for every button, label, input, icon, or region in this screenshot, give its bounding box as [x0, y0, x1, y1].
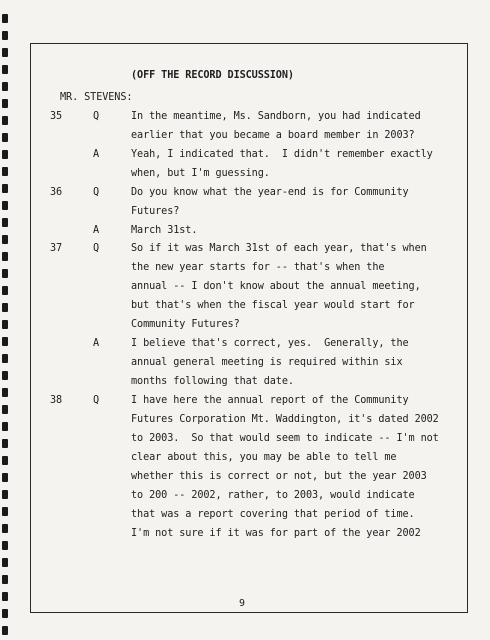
- binding-hole: [2, 184, 8, 193]
- answer-marker: A: [93, 149, 100, 160]
- transcript-line: whether this is correct or not, but the year 2003: [131, 471, 427, 482]
- binding-hole: [2, 405, 8, 414]
- page-heading: (OFF THE RECORD DISCUSSION): [131, 70, 294, 81]
- binding-hole: [2, 541, 8, 550]
- binding-hole: [2, 609, 8, 618]
- answer-marker: A: [93, 338, 100, 349]
- transcript-line: that was a report covering that period of time.: [131, 509, 415, 520]
- transcript-line: to 2003. So that would seem to indicate -- I'm not: [131, 433, 439, 444]
- binding-hole: [2, 48, 8, 57]
- transcript-line: the new year starts for -- that's when the: [131, 262, 385, 273]
- binding-hole: [2, 269, 8, 278]
- binding-hole: [2, 354, 8, 363]
- binding-hole: [2, 201, 8, 210]
- binding-hole: [2, 303, 8, 312]
- transcript-line: Community Futures?: [131, 319, 240, 330]
- transcript-line: Futures Corporation Mt. Waddington, it's dated 2002: [131, 414, 439, 425]
- binding-hole: [2, 116, 8, 125]
- transcript-line: annual -- I don't know about the annual meeting,: [131, 281, 421, 292]
- binding-hole: [2, 388, 8, 397]
- transcript-line: to 200 -- 2002, rather, to 2003, would indicate: [131, 490, 415, 501]
- binding-hole: [2, 490, 8, 499]
- binding-hole: [2, 252, 8, 261]
- binding-hole: [2, 82, 8, 91]
- question-marker: Q: [93, 395, 100, 406]
- question-marker: Q: [93, 187, 100, 198]
- binding-hole: [2, 456, 8, 465]
- question-number: 38: [50, 395, 63, 406]
- binding-hole: [2, 337, 8, 346]
- binding-hole: [2, 422, 8, 431]
- binding-hole: [2, 507, 8, 516]
- binding-hole: [2, 371, 8, 380]
- transcript-line: earlier that you became a board member in 2003?: [131, 130, 415, 141]
- binding-hole: [2, 167, 8, 176]
- spiral-binding: [0, 0, 12, 640]
- binding-hole: [2, 575, 8, 584]
- transcript-line: I believe that's correct, yes. Generally, the: [131, 338, 409, 349]
- binding-hole: [2, 235, 8, 244]
- binding-hole: [2, 626, 8, 635]
- transcript-line: Yeah, I indicated that. I didn't remember exactly: [131, 149, 433, 160]
- binding-hole: [2, 320, 8, 329]
- binding-hole: [2, 592, 8, 601]
- question-number: 35: [50, 111, 63, 122]
- transcript-line: Futures?: [131, 206, 180, 217]
- speaker-label: MR. STEVENS:: [60, 92, 133, 103]
- transcript-line: but that's when the fiscal year would start for: [131, 300, 415, 311]
- answer-marker: A: [93, 225, 100, 236]
- transcript-line: I'm not sure if it was for part of the year 2002: [131, 528, 421, 539]
- question-marker: Q: [93, 111, 100, 122]
- binding-hole: [2, 524, 8, 533]
- binding-hole: [2, 65, 8, 74]
- transcript-line: Do you know what the year-end is for Community: [131, 187, 409, 198]
- binding-hole: [2, 439, 8, 448]
- binding-hole: [2, 133, 8, 142]
- question-marker: Q: [93, 243, 100, 254]
- transcript-line: clear about this, you may be able to tell me: [131, 452, 397, 463]
- question-number: 36: [50, 187, 63, 198]
- transcript-line: annual general meeting is required within six: [131, 357, 403, 368]
- question-number: 37: [50, 243, 63, 254]
- transcript-line: In the meantime, Ms. Sandborn, you had indicated: [131, 111, 421, 122]
- binding-hole: [2, 150, 8, 159]
- binding-hole: [2, 218, 8, 227]
- binding-hole: [2, 473, 8, 482]
- binding-hole: [2, 14, 8, 23]
- binding-hole: [2, 286, 8, 295]
- page-number: 9: [239, 598, 246, 609]
- binding-hole: [2, 558, 8, 567]
- binding-hole: [2, 99, 8, 108]
- transcript-line: March 31st.: [131, 225, 198, 236]
- transcript-line: months following that date.: [131, 376, 294, 387]
- transcript-line: So if it was March 31st of each year, that's when: [131, 243, 427, 254]
- transcript-line: when, but I'm guessing.: [131, 168, 270, 179]
- transcript-line: I have here the annual report of the Community: [131, 395, 409, 406]
- binding-hole: [2, 31, 8, 40]
